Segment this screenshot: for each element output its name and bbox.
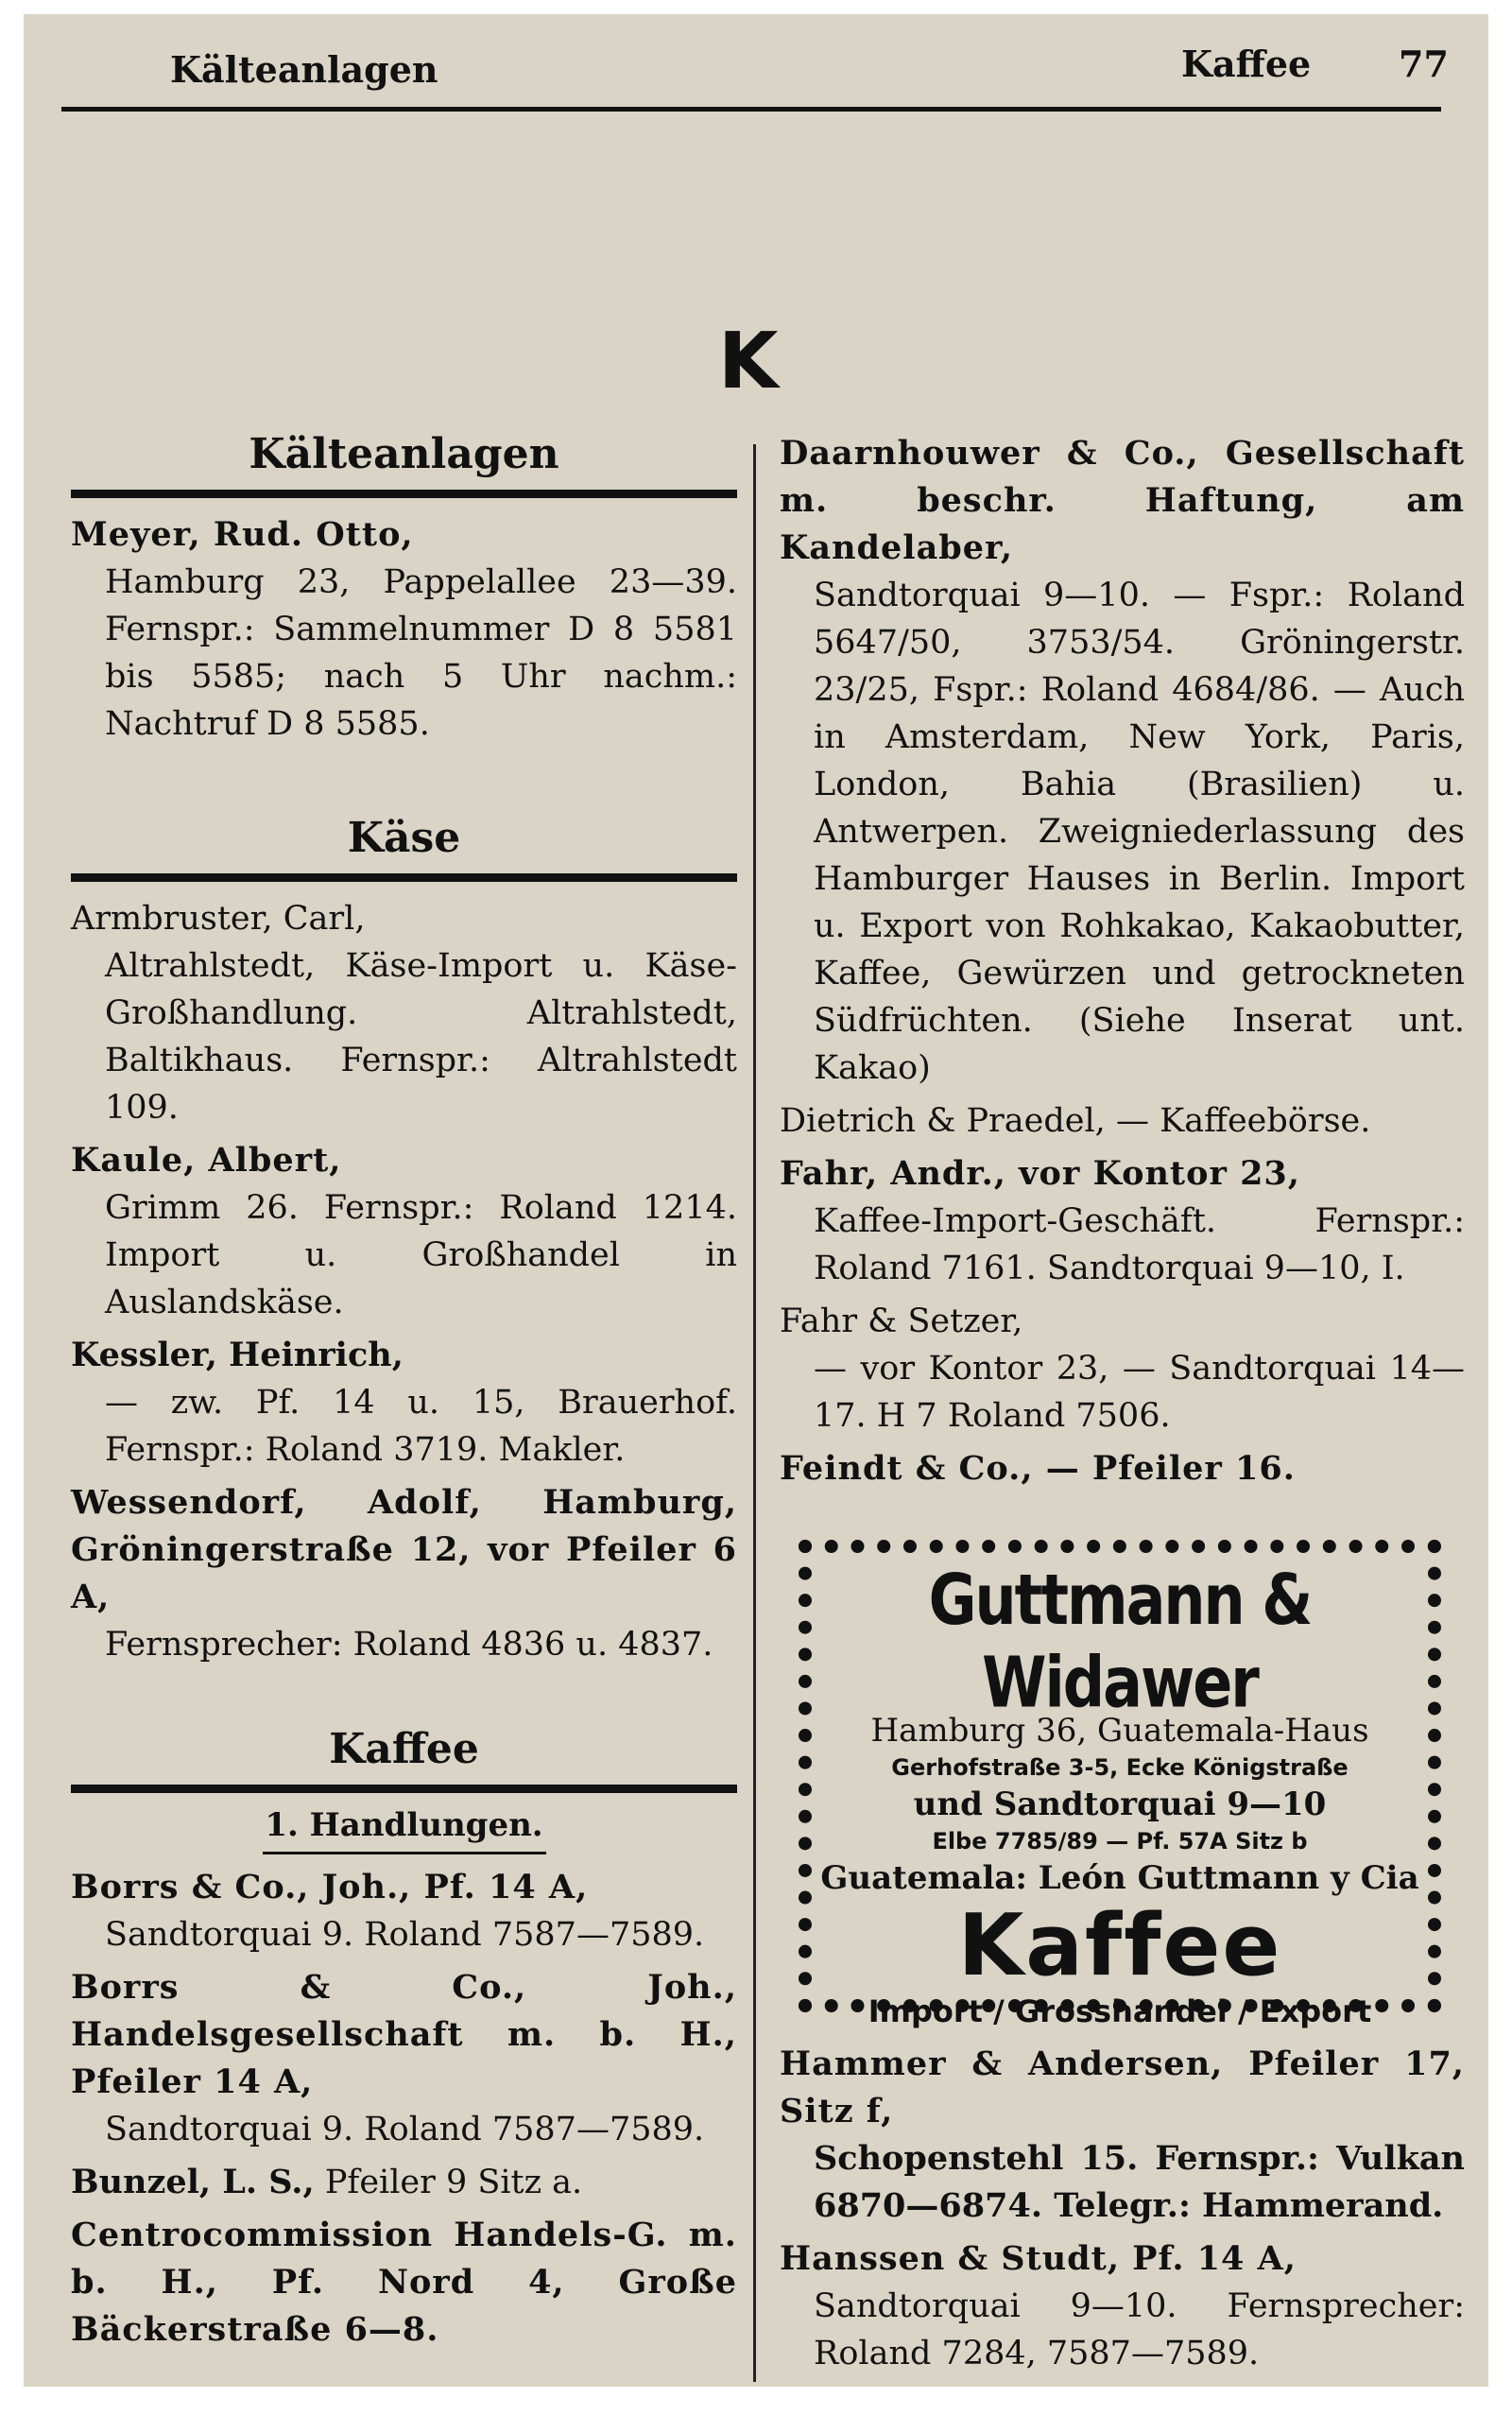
ad-address-line: Gerhofstraße 3-5, Ecke Königstraße	[891, 1754, 1349, 1781]
section-title-kaelteanlagen: Kälteanlagen	[249, 430, 559, 478]
entry	[780, 2041, 1465, 2230]
entry-text: Fernsprecher: Roland 4836 u. 4837.	[105, 1626, 713, 1664]
entry-name: Daarnhouwer & Co., Gesellschaft m. beschr. Haftung, am Kandelaber,	[780, 434, 1465, 567]
left-column	[71, 421, 737, 2359]
entry	[780, 430, 1465, 1092]
entry	[71, 2212, 737, 2354]
right-column	[780, 430, 1465, 2383]
entry-text: Schopenstehl 15. Fernspr.: Vulkan 6870—6874. Telegr.: Hammerand.	[814, 2139, 1465, 2225]
entry-text: Sandtorquai 9—10. Fernsprecher: Roland 7284, 7587—7589.	[814, 2287, 1465, 2372]
subsection-rule	[263, 1852, 546, 1854]
entry-text: Altrahlstedt, Käse-Import u. Käse-Großhandlung. Altrahlstedt, Baltikhaus. Fernspr.: Altrahlstedt 109.	[105, 947, 737, 1127]
entry-name: Dietrich & Praedel,	[780, 1102, 1106, 1140]
advertisement-box	[799, 1540, 1441, 2029]
entry-text: Hamburg 23, Pappelallee 23—39. Fernspr.: Sammelnummer D 8 5581 bis 5585; nach 5 Uhr nachm.: Nachtruf D 8 5585.	[105, 563, 737, 743]
header-rule	[61, 107, 1441, 112]
ad-address-line: Hamburg 36, Guatemala-Haus	[870, 1712, 1369, 1750]
subsection-title: 1. Handlungen.	[265, 1806, 543, 1844]
entry-name: Fahr & Setzer,	[780, 1302, 1023, 1340]
entry	[780, 1298, 1465, 1440]
entry	[780, 1097, 1465, 1145]
entry	[780, 1445, 1465, 1492]
entry-name: Centrocommission Handels-G. m. b. H., Pf. Nord 4, Große Bäckerstraße 6—8.	[71, 2216, 737, 2349]
entry	[780, 1150, 1465, 1292]
ad-company-name: Guttmann & Widawer	[928, 1558, 1312, 1724]
entry-name: Hanssen & Studt, Pf. 14 A,	[780, 2239, 1297, 2278]
entry-text: Sandtorquai 9. Roland 7587—7589.	[105, 2111, 705, 2148]
entry	[71, 1964, 737, 2153]
entry	[71, 1137, 737, 1326]
column-divider	[753, 444, 756, 2382]
entry-name: Kaule, Albert,	[71, 1141, 342, 1180]
entry-name: Bunzel, L. S.,	[71, 2163, 315, 2201]
entry-name: Meyer, Rud. Otto,	[71, 515, 414, 554]
entry-name: Wessendorf, Adolf, Hamburg, Gröningerstraße 12, vor Pfeiler 6 A,	[71, 1483, 737, 1616]
entry-name: Borrs & Co., Joh., Handelsgesellschaft m. b. H., Pfeiler 14 A,	[71, 1968, 737, 2101]
section-rule	[71, 490, 737, 498]
running-header-right: Kaffee	[1181, 43, 1312, 85]
entry-text: — Kaffeebörse.	[1115, 1102, 1371, 1140]
section-letter: K	[718, 317, 779, 406]
ad-footer: Import / Grosshandel / Export	[868, 1993, 1372, 2029]
entry-name: Armbruster, Carl,	[71, 900, 366, 938]
entry	[71, 1864, 737, 1958]
section-title-kaese: Käse	[347, 814, 461, 862]
entry	[71, 2159, 737, 2206]
entry-text: — zw. Pf. 14 u. 15, Brauerhof. Fernspr.: Roland 3719. Makler.	[105, 1384, 737, 1469]
entry-text: Sandtorquai 9—10. — Fspr.: Roland 5647/50, 3753/54. Gröningerstr. 23/25, Fspr.: Roland 4684/86. — Auch in Amsterdam, New York, Paris, London, Bahia (Brasilien) u. Antwerpen. Zweigniederlassung des Hamburger Hauses in Berlin. Import u. Export von Rohkakao, Kakaobutter, Kaffee, Gewürzen und getrockneten Südfrüchten. (Siehe Inserat unt. Kakao)	[814, 577, 1465, 1087]
ad-address-line: und Sandtorquai 9—10	[913, 1785, 1327, 1823]
entry	[780, 2235, 1465, 2377]
entry-name: Fahr, Andr., vor Kontor 23,	[780, 1154, 1300, 1193]
entry-name: Hammer & Andersen, Pfeiler 17, Sitz f,	[780, 2044, 1465, 2130]
directory-page	[24, 14, 1488, 2387]
ad-product: Kaffee	[957, 1896, 1282, 1995]
entry-name: Feindt & Co., — Pfeiler 16.	[780, 1449, 1296, 1488]
entry-name: Borrs & Co., Joh., Pf. 14 A,	[71, 1868, 589, 1906]
entry-text: Sandtorquai 9. Roland 7587—7589.	[105, 1916, 705, 1954]
entry-name: Kessler, Heinrich,	[71, 1336, 404, 1374]
section-title-kaffee: Kaffee	[329, 1725, 479, 1773]
section-rule	[71, 873, 737, 882]
entry-text: Grimm 26. Fernspr.: Roland 1214. Import u. Großhandel in Auslandskäse.	[105, 1189, 737, 1321]
entry	[71, 511, 737, 748]
entry	[71, 895, 737, 1131]
section-rule	[71, 1785, 737, 1793]
entry	[71, 1332, 737, 1474]
ad-phone-line: Elbe 7785/89 — Pf. 57A Sitz b	[932, 1828, 1308, 1854]
page-number: 77	[1399, 43, 1449, 85]
ad-guatemala-line: Guatemala: León Guttmann y Cia	[820, 1859, 1419, 1897]
entry-text: Kaffee-Import-Geschäft. Fernspr.: Roland 7161. Sandtorquai 9—10, I.	[814, 1202, 1465, 1287]
entry-text: Pfeiler 9 Sitz a.	[324, 2164, 583, 2201]
running-header-left: Kälteanlagen	[170, 48, 438, 91]
entry-text: — vor Kontor 23, — Sandtorquai 14—17. H 7 Roland 7506.	[814, 1350, 1465, 1435]
entry	[71, 1479, 737, 1668]
